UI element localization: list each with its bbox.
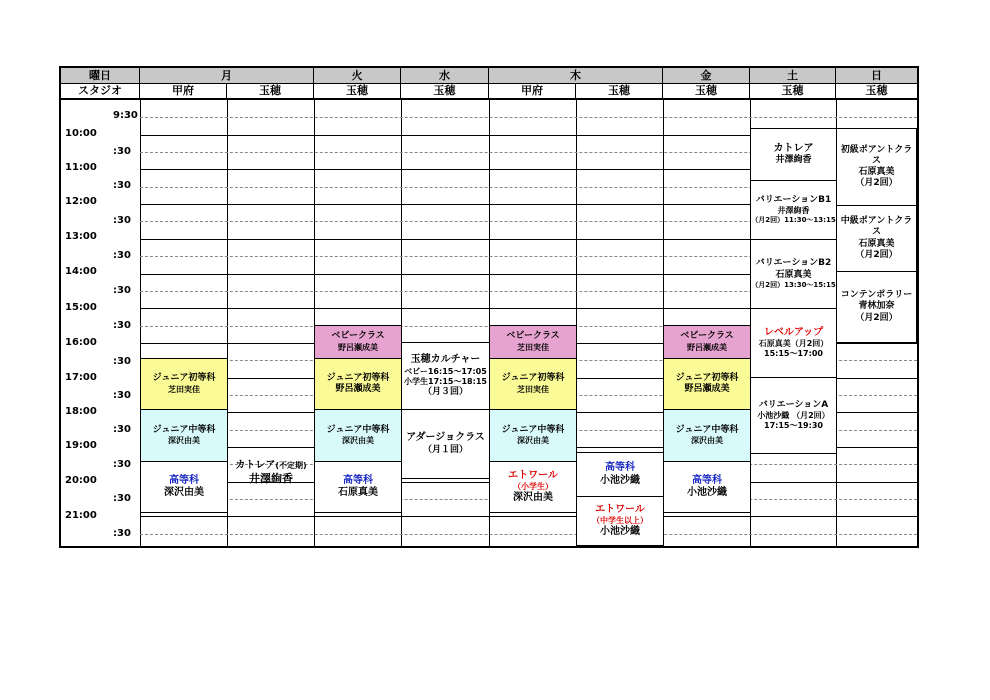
class-name: 初級ポアントクラス <box>840 144 913 166</box>
class-teacher: 小池沙織 （月2回） <box>757 411 830 421</box>
time-label: :30 <box>113 528 131 539</box>
class-junior-basic-fri <box>663 358 751 410</box>
class-teacher: 深沢由美 <box>513 492 553 503</box>
class-teacher: 芝田実佳 <box>517 342 549 352</box>
studio-mon-kofu: 甲府 <box>140 84 227 100</box>
class-time: （月2回）11:30～13:15 <box>751 216 836 225</box>
class-name: バリエーションB2 <box>755 258 832 269</box>
class-advanced-fri <box>663 461 751 513</box>
class-name: コンテンポラリー <box>840 290 913 301</box>
day-monday: 月 <box>140 68 314 84</box>
class-name: 高等科 <box>605 462 635 473</box>
class-levelup-sat <box>750 308 837 378</box>
class-time: ベビー16:15～17:05 <box>404 366 487 376</box>
day-header-label: 曜日 <box>61 68 140 84</box>
class-time: 小学生17:15～18:15 <box>404 376 487 386</box>
class-variation-b2-sat <box>750 239 837 309</box>
class-name: ジュニア初等科 <box>501 373 565 384</box>
time-label: :30 <box>113 215 131 226</box>
studio-sun-tamaho: 玉穂 <box>836 84 917 100</box>
class-junior-mid-mon <box>140 409 228 462</box>
class-name: エトワール <box>508 469 558 481</box>
class-cattleya-sat <box>750 128 837 181</box>
class-teacher: 井澤絢香 <box>775 155 812 166</box>
class-tamaho-culture-wed <box>401 342 490 410</box>
class-teacher: 深沢由美 <box>691 436 723 446</box>
class-time: （月2回）13:30～15:15 <box>751 280 836 289</box>
class-name: 高等科 <box>169 474 199 486</box>
class-junior-mid-thu <box>489 409 577 462</box>
time-label: :30 <box>113 180 131 191</box>
class-name: カトレア <box>773 142 814 154</box>
class-teacher: 石原真美（月2回） <box>758 339 829 349</box>
studio-fri-tamaho: 玉穂 <box>663 84 750 100</box>
day-tuesday: 火 <box>314 68 401 84</box>
class-time: 15:15～17:00 <box>764 349 823 359</box>
day-saturday: 土 <box>750 68 836 84</box>
class-junior-basic-tue <box>314 358 402 410</box>
class-etoile-junior-thu <box>576 496 664 546</box>
class-variation-b1-sat <box>750 180 837 240</box>
class-baby-thu <box>489 325 577 359</box>
hour-line <box>140 516 917 517</box>
time-label: 19:00 <box>65 440 97 451</box>
time-label: :30 <box>113 320 131 331</box>
class-name: バリエーションB1 <box>755 195 832 205</box>
time-label: :30 <box>113 250 131 261</box>
class-sub: （小学生） <box>513 482 553 491</box>
class-name: ジュニア初等科 <box>326 372 390 383</box>
class-name: バリエーションA <box>758 399 829 410</box>
class-teacher: 石原真美 <box>858 238 895 249</box>
half-hour-line <box>140 117 917 118</box>
class-name: ジュニア初等科 <box>675 372 739 383</box>
class-teacher: 小池沙織 <box>600 526 640 537</box>
class-teacher: 小池沙織 <box>687 487 727 498</box>
class-junior-mid-tue <box>314 409 402 462</box>
class-teacher: 深沢由美 <box>168 436 200 446</box>
studio-tue-tamaho: 玉穂 <box>314 84 401 100</box>
studio-mon-tamaho: 玉穂 <box>227 84 314 100</box>
time-label: 17:00 <box>65 372 97 383</box>
class-teacher: 芝田実佳 <box>168 384 200 394</box>
class-sub: （中学生以上） <box>592 516 648 525</box>
class-teacher: 野呂瀬成美 <box>687 342 727 352</box>
class-teacher: 野呂瀬成美 <box>338 342 378 352</box>
time-label: :30 <box>113 285 131 296</box>
studio-sat-tamaho: 玉穂 <box>750 84 836 100</box>
half-hour-line <box>140 534 917 535</box>
class-frequency: （月2回） <box>855 249 898 260</box>
studio-thu-tamaho: 玉穂 <box>576 84 663 100</box>
class-name: ジュニア中等科 <box>152 424 216 435</box>
class-teacher: 野呂瀬成美 <box>335 384 381 394</box>
day-friday: 金 <box>663 68 750 84</box>
class-name: レベルアップ <box>763 326 824 338</box>
class-name: エトワール <box>595 503 645 515</box>
class-frequency: （月2回） <box>855 178 898 189</box>
class-variation-a-sat <box>750 377 837 454</box>
time-label: 21:00 <box>65 510 97 521</box>
class-teacher: 深沢由美 <box>164 487 204 498</box>
time-label: 14:00 <box>65 266 97 277</box>
time-label: 9:30 <box>113 110 138 121</box>
class-teacher: 野呂瀬成美 <box>684 384 730 394</box>
time-label: 20:00 <box>65 475 97 486</box>
class-advanced-mon <box>140 461 228 513</box>
class-advanced-thu <box>576 452 664 497</box>
class-name: ジュニア中等科 <box>675 424 739 435</box>
class-pointe-mid-sun <box>836 205 917 272</box>
time-label: 15:00 <box>65 302 97 313</box>
class-name: ベビークラス <box>680 331 734 342</box>
class-teacher: 石原真美 <box>338 487 378 498</box>
class-frequency: （月１回） <box>422 444 468 455</box>
class-name: 高等科 <box>692 474 722 486</box>
studio-thu-kofu: 甲府 <box>489 84 576 100</box>
time-label: 11:00 <box>65 162 97 173</box>
class-teacher: 小池沙織 <box>600 474 640 486</box>
time-label: 13:00 <box>65 231 97 242</box>
class-teacher: 青林加奈 <box>858 301 895 312</box>
class-name: ジュニア初等科 <box>152 373 216 384</box>
class-frequency: （月３回） <box>422 386 468 397</box>
class-name: ジュニア中等科 <box>326 424 390 435</box>
time-label: 18:00 <box>65 406 97 417</box>
time-label: :30 <box>113 390 131 401</box>
class-name: ベビークラス <box>331 331 385 342</box>
class-name <box>235 460 306 473</box>
studio-wed-tamaho: 玉穂 <box>401 84 489 100</box>
class-pointe-beginner-sun <box>836 128 917 206</box>
class-name: 玉穂カルチャー <box>410 354 481 366</box>
time-label: :30 <box>113 459 131 470</box>
time-label: 10:00 <box>65 128 97 139</box>
time-label: :30 <box>113 424 131 435</box>
class-teacher: 井澤絢香 <box>249 472 293 486</box>
class-name: ジュニア中等科 <box>501 424 565 435</box>
class-junior-mid-fri <box>663 409 751 462</box>
class-advanced-tue <box>314 461 402 513</box>
class-teacher: 石原真美 <box>858 167 895 177</box>
class-title: カトレア <box>235 459 276 471</box>
time-label: 12:00 <box>65 196 97 207</box>
class-time: 17:15～19:30 <box>764 421 823 431</box>
time-label: :30 <box>113 493 131 504</box>
studio-header-label: スタジオ <box>61 84 140 100</box>
class-junior-basic-thu <box>489 358 577 410</box>
time-label: :30 <box>113 146 131 157</box>
class-teacher: 深沢由美 <box>342 436 374 446</box>
class-teacher: 石原真美 <box>775 269 812 280</box>
class-baby-tue <box>314 325 402 359</box>
class-cattleya-mon <box>227 453 315 493</box>
class-name: 高等科 <box>343 474 373 486</box>
time-label: :30 <box>113 356 131 367</box>
schedule-table <box>59 66 919 548</box>
day-thursday: 木 <box>489 68 663 84</box>
class-teacher: 井澤絢香 <box>777 206 810 216</box>
day-wednesday: 水 <box>401 68 489 84</box>
class-name: ベビークラス <box>506 331 560 342</box>
class-adagio-wed <box>401 409 490 479</box>
class-name: アダージョクラス <box>406 432 485 444</box>
class-baby-fri <box>663 325 751 359</box>
day-sunday: 日 <box>836 68 917 84</box>
class-contemporary-sun <box>836 271 917 343</box>
class-teacher: 深沢由美 <box>517 436 549 446</box>
class-name: 中級ポアントクラス <box>840 216 913 238</box>
class-etoile-child-thu <box>489 461 577 513</box>
class-frequency: （月2回） <box>855 312 898 323</box>
time-label: 16:00 <box>65 337 97 348</box>
class-junior-basic-mon <box>140 358 228 410</box>
class-teacher: 芝田実佳 <box>517 384 549 394</box>
class-note: (不定期) <box>275 460 307 470</box>
